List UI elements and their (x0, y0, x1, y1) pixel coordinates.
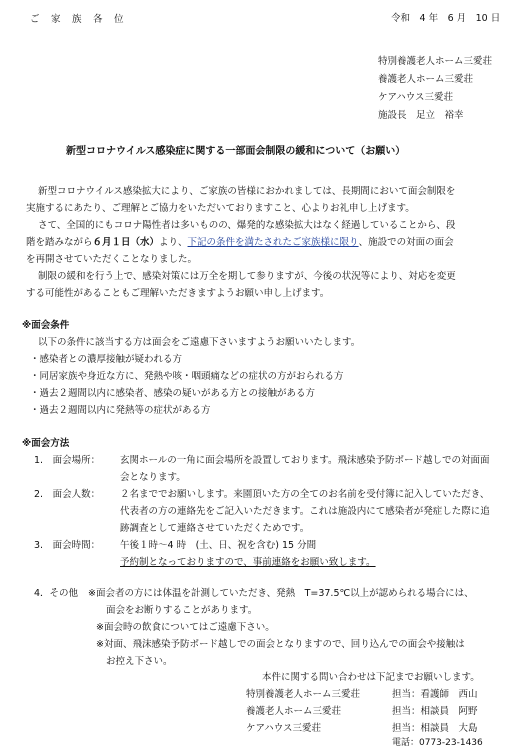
method-1-line2: 会となります。 (120, 472, 186, 483)
sender-line-1: 特別養護老人ホーム三愛荘 (378, 56, 493, 67)
intro-p1-line2: 実施するにあたり、ご理解とご協力をいただいておりますこと、心よりお礼申し上げます。 (26, 203, 415, 214)
conditions-lead: 以下の条件に該当する方は面会をご遠慮下さいますようお願いいたします。 (38, 337, 361, 348)
method-4-line5: お控え下さい。 (106, 656, 173, 667)
document-date: 令和 4 年 6 月 10 日 (391, 13, 501, 24)
contact-facility-2: 養護老人ホーム三愛荘 (246, 706, 342, 717)
method-heading: ※面会方法 (22, 438, 70, 449)
condition-item-1: ・感染者との濃厚接触が疑われる方 (30, 354, 183, 365)
contact-lead: 本件に関する問い合わせは下記までお願いします。 (262, 672, 480, 683)
method-2-label: 2. 面会人数： (34, 489, 101, 500)
resume-date: ６月１日（水） (92, 237, 160, 248)
intro-p3-line1: 制限の緩和を行う上で、感染対策には万全を期して参りますが、今後の状況等により、対応を変更 (38, 271, 456, 282)
intro-p2-text-a: 階を踏みながら (26, 237, 93, 248)
contact-phone: 電話：0773-23-1436 (392, 738, 483, 748)
method-4-line3: ※面会時の飲食についてはご遠慮下さい。 (96, 622, 275, 633)
method-3-label: 3. 面会時間： (34, 540, 101, 551)
intro-p2-line2 (26, 237, 454, 249)
method-2-line3: 跡調査として連絡させていただくためです。 (120, 523, 310, 534)
method-4-line4: ※対面、飛沫感染予防ボード越しでの面会となりますので、回り込んでの面会や接触は (96, 639, 465, 650)
intro-p2-text-c: より、 (159, 237, 188, 248)
contact-facility-1: 特別養護老人ホーム三愛荘 (246, 689, 361, 700)
contact-role-1: 担当：看護師 西山 (392, 689, 478, 700)
method-4-line1: ※面会者の方には体温を計測していただき、発熱 T=37.5℃以上が認められる場合には、 (88, 588, 474, 599)
intro-p2-line3: を再開させていただくことなりました。 (26, 254, 198, 265)
sender-line-3: ケアハウス三愛荘 (378, 92, 453, 103)
method-1-label: 1. 面会場所： (34, 455, 101, 466)
contact-facility-3: ケアハウス三愛荘 (246, 723, 321, 734)
eligible-families-note: 下記の条件を満たされたご家族様に限り (187, 237, 359, 248)
method-2-line2: 代表者の方の連絡先をご記入いただきます。これは施設内にて感染者が発症した際に追 (120, 506, 490, 517)
condition-item-3: ・過去２週間以内に感染者、感染の疑いがある方との接触がある方 (30, 388, 316, 399)
method-4-label: 4．その他 (34, 588, 79, 599)
method-4-line2: 面会をお断りすることがあります。 (106, 605, 258, 616)
intro-p2-text-e: 、施設での対面の面会 (358, 237, 454, 248)
intro-p3-line2: する可能性があることもご理解いただきますようお願い申し上げます。 (26, 288, 330, 299)
method-1-line1: 玄関ホールの一角に面会場所を設置しております。飛沫感染予防ボード越しでの対面面 (120, 455, 490, 466)
sender-line-4: 施設長 足立 裕幸 (378, 110, 464, 121)
contact-role-2: 担当：相談員 阿野 (392, 706, 478, 717)
method-2-line1: ２名まででお願いします。来園頂いた方の全てのお名前を受付簿に記入していただき、 (120, 489, 490, 500)
document-title: 新型コロナウイルス感染症に関する一部面会制限の緩和について（お願い） (66, 146, 406, 157)
sender-line-2: 養護老人ホーム三愛荘 (378, 74, 474, 85)
condition-item-2: ・同居家族や身近な方に、発熱や咳・咽頭痛などの症状の方がおられる方 (30, 371, 344, 382)
intro-p2-line1: さて、全国的にもコロナ陽性者は多いものの、爆発的な感染拡大はなく経過していることから、段 (38, 220, 456, 231)
recipient-line: ご 家 族 各 位 (30, 14, 125, 25)
condition-item-4: ・過去２週間以内に発熱等の症状がある方 (30, 405, 211, 416)
method-3-line1: 午後１時～4 時 (土、日、祝を含む) 15 分間 (120, 540, 317, 551)
intro-p1-line1: 新型コロナウイルス感染拡大により、ご家族の皆様におかれましては、長期間において面会制限を (38, 186, 456, 197)
conditions-heading: ※面会条件 (22, 320, 70, 331)
method-3-line2: 予約制となっておりますので、事前連絡をお願い致します。 (120, 557, 376, 568)
contact-role-3: 担当：相談員 大島 (392, 723, 478, 734)
